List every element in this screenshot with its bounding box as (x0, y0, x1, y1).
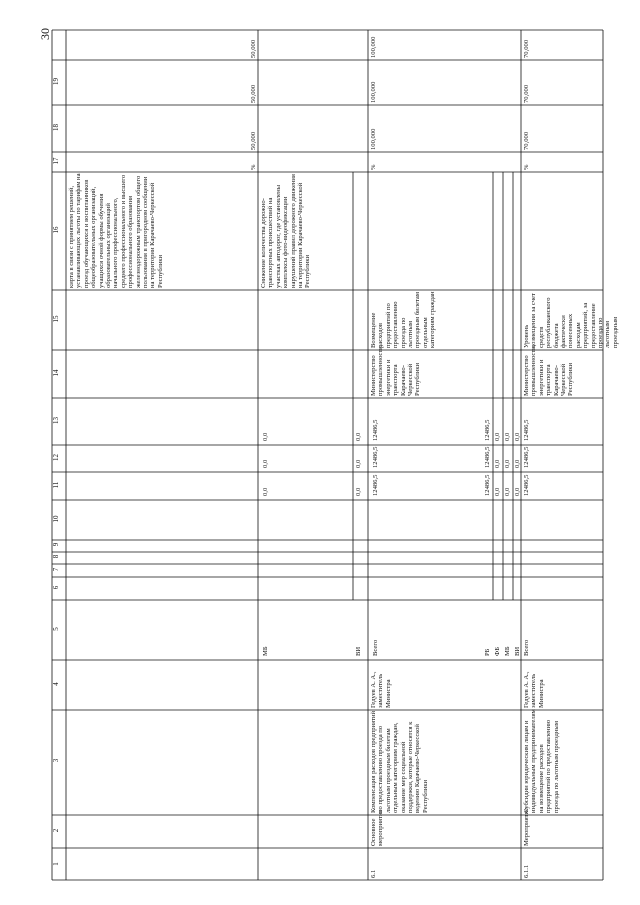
event-name-6-1-1: Субсидии юридическим лицам и индивидуальным предпринимателям на возмещение расходов предприятий по предоставлению проезда по льготным проездным (523, 709, 560, 813)
indicator-text-b: Снижение количества дорожно-транспортных происшествий на участках автодорог, где установлены комплексы фото-видеофиксации нарушений правил дорожного движения на территории Карачаево-Черкесской Республики (260, 174, 312, 288)
source-mb-6-1: МБ (504, 646, 511, 656)
row-number-6-1: 6.1 (370, 869, 377, 878)
col-header-17: 17 (52, 157, 60, 165)
value-col11-vi: 0,0 (355, 487, 362, 496)
source-fb-6-1: ФБ (494, 647, 501, 656)
row-type-6-1-1: Мероприятие (523, 807, 530, 846)
value-col13-vi: 0,0 (355, 432, 362, 441)
indicator-text-6-1-1: Уровень возмещения за счет средств республиканского бюджета фактически понесенных расходам предприятий, за предоставление проезда по льготным проездным (523, 293, 619, 348)
value-col12-fb-6-1: 0,0 (494, 459, 501, 468)
col-header-2: 2 (52, 828, 60, 833)
row-number-6-1-1: 6.1.1 (523, 864, 530, 878)
indicator-text-6-1: Возмещение расходов предприятий по предоставлению проезда по льготным проездным билетам отдельным категориям граждан (370, 291, 437, 348)
col-header-11: 11 (52, 481, 60, 489)
value-col17-6-1-1: 70,000 (523, 131, 530, 150)
value-col13-mb-6-1: 0,0 (504, 432, 511, 441)
col-header-6: 6 (52, 585, 60, 590)
value-col13-6-1-1: 12486,5 (523, 419, 530, 441)
value-col12-mb-6-1: 0,0 (504, 459, 511, 468)
unit-6-1: % (370, 164, 377, 170)
col-header-13: 13 (52, 417, 60, 424)
value-col18-6-1-1: 70,000 (523, 84, 530, 103)
value-col11-6-1-1: 12486,5 (523, 474, 530, 496)
col-header-19: 19 (52, 78, 60, 85)
indicator-text-a: кирта в связи с принятием решений, устанавливающих льготы по тарифам на проезд обучающихся и воспитанников общеобразовательных организаций, учащихся очной формы обучения образовательных организаций начального профессионального, среднего профессионального и высшего профессионального образования железнодорожным транспортом общего пользования в пригородном сообщении на территории Карачаево-Черкесской Республики (68, 173, 164, 288)
col-header-14: 14 (52, 369, 60, 377)
col-header-8: 8 (52, 554, 60, 559)
source-vi-6-1: ВИ (514, 646, 521, 656)
value-col13-rb-6-1: 12486,5 (484, 419, 491, 441)
value-col13-fb-6-1: 0,0 (494, 432, 501, 441)
col-header-7: 7 (52, 567, 60, 572)
value-col12-6-1-1: 12486,5 (523, 446, 530, 468)
value-col11-total-6-1: 12486,5 (372, 474, 379, 496)
source-vi: ВИ (355, 646, 362, 656)
executor-6-1-1: Министерство промышленности, энергетики и транспорта Карачаево-Черкесской Республики (523, 344, 575, 396)
source-total-6-1-1: Всего (523, 639, 530, 656)
col-header-16: 16 (52, 226, 60, 234)
unit-6-1-1: % (523, 164, 530, 170)
value-col13-vi-6-1: 0,0 (514, 432, 521, 441)
value-col11-fb-6-1: 0,0 (494, 487, 501, 496)
value-col17-6-1: 100,000 (370, 128, 377, 150)
page-number: 30 (38, 28, 52, 40)
responsible-6-1: Гедуев А. А., заместитель Министра (370, 671, 392, 708)
col-header-10: 10 (52, 515, 60, 523)
col-header-1: 1 (52, 862, 60, 866)
col-header-4: 4 (52, 682, 60, 686)
value-col19-6-1-1: 70,000 (523, 39, 530, 58)
value-col13-mb: 0,0 (262, 432, 269, 441)
value-col13-total-6-1: 12486,5 (372, 419, 379, 441)
unit-a: % (250, 164, 257, 170)
value-col19-6-1: 100,000 (370, 36, 377, 58)
col-header-3: 3 (52, 758, 60, 763)
value-col11-mb: 0,0 (262, 487, 269, 496)
col-header-9: 9 (52, 542, 60, 547)
responsible-6-1-1: Гедуев А. А., заместитель Министра (523, 671, 545, 708)
value-col11-mb-6-1: 0,0 (504, 487, 511, 496)
source-mb: МБ (262, 646, 269, 656)
value-col12-vi-6-1: 0,0 (514, 459, 521, 468)
value-col17-a: 50,000 (250, 131, 257, 150)
value-col12-total-6-1: 12486,5 (372, 446, 379, 468)
event-name-6-1: Компенсация расходов предприятий по предоставлению проезда по льготным проездным билетам отдельным категориям граждан, оказание мер социальной поддержки, которые относятся к ведению Карачаево-Черкесской Республики (370, 710, 429, 813)
source-total-6-1: Всего (372, 639, 379, 656)
executor-6-1: Министерство промышленности, энергетики и транспорта Карачаево-Черкесской Республики (370, 344, 422, 396)
source-rb-6-1: РБ (484, 648, 491, 656)
col-header-18: 18 (52, 124, 60, 131)
value-col12-rb-6-1: 12486,5 (484, 446, 491, 468)
col-header-5: 5 (52, 627, 60, 631)
value-col18-a: 50,000 (250, 84, 257, 103)
value-col11-vi-6-1: 0,0 (514, 487, 521, 496)
value-col18-6-1: 100,000 (370, 81, 377, 103)
col-header-15: 15 (52, 315, 60, 323)
value-col12-vi: 0,0 (355, 459, 362, 468)
col-header-12: 12 (52, 454, 60, 461)
value-col12-mb: 0,0 (262, 459, 269, 468)
value-col19-a: 50,000 (250, 39, 257, 58)
value-col11-rb-6-1: 12486,5 (484, 474, 491, 496)
row-type-6-1: Основное мероприятие (370, 809, 385, 846)
